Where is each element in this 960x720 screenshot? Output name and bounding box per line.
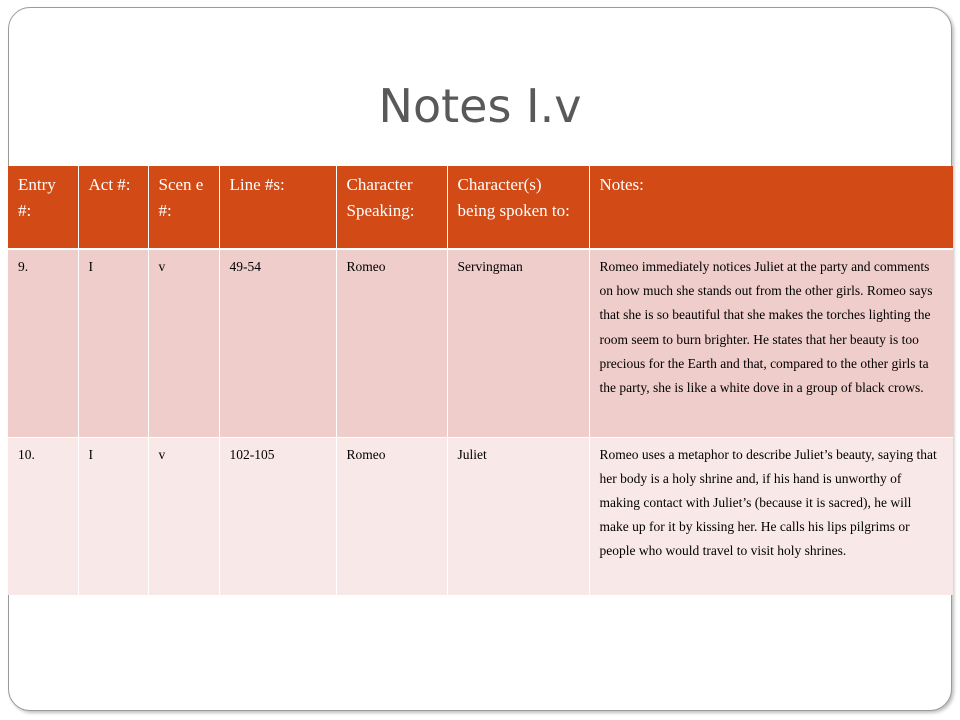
cell-scene: v [148, 249, 219, 437]
cell-speaker: Romeo [336, 249, 447, 437]
header-scene: Scen e #: [148, 166, 219, 249]
header-spoken-to: Character(s) being spoken to: [447, 166, 589, 249]
cell-notes: Romeo immediately notices Juliet at the party and comments on how much she stands out from the other girls. Romeo says that she is so beautiful that she makes the torches lighting the room seem to burn brighter. He states that her beauty is too precious for the Earth and that, compared to the other girls ta the party, she is like a white dove in a group of black crows. [589, 249, 953, 437]
cell-notes: Romeo uses a metaphor to describe Juliet’s beauty, saying that her body is a holy shrine and, if his hand is unworthy of making contact with Juliet’s (because it is sacred), he will make up for it by kissing her. He calls his lips pilgrims or people who would travel to visit holy shrines. [589, 437, 953, 595]
cell-line: 102-105 [219, 437, 336, 595]
cell-line: 49-54 [219, 249, 336, 437]
table-header-row [8, 166, 953, 249]
header-act: Act #: [78, 166, 148, 249]
cell-spoken-to: Servingman [447, 249, 589, 437]
cell-entry: 9. [8, 249, 78, 437]
cell-scene: v [148, 437, 219, 595]
cell-act: I [78, 437, 148, 595]
header-line: Line #s: [219, 166, 336, 249]
header-speaker: Character Speaking: [336, 166, 447, 249]
notes-table [8, 166, 953, 595]
header-notes: Notes: [589, 166, 953, 249]
header-entry: Entry #: [8, 166, 78, 249]
cell-spoken-to: Juliet [447, 437, 589, 595]
slide-title: Notes I.v [378, 79, 582, 133]
table-row [8, 249, 953, 437]
cell-speaker: Romeo [336, 437, 447, 595]
cell-act: I [78, 249, 148, 437]
table-row [8, 437, 953, 595]
cell-entry: 10. [8, 437, 78, 595]
